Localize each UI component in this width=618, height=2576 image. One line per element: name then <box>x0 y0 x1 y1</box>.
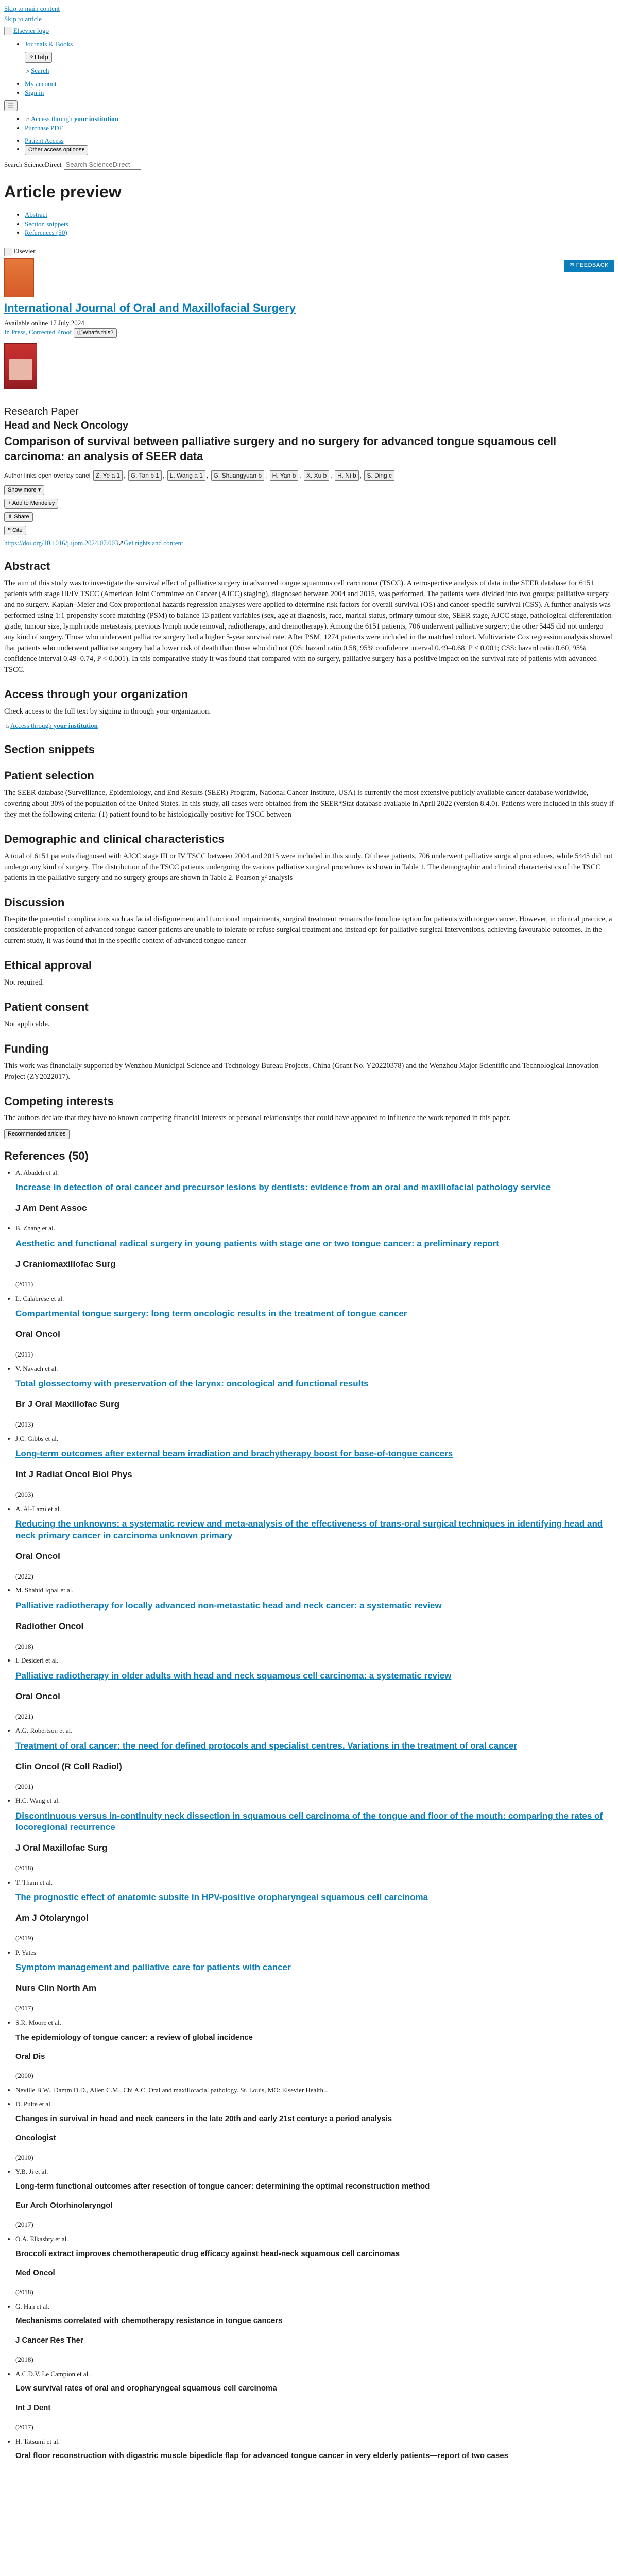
reference-item <box>15 2018 614 2080</box>
reference-title[interactable]: The prognostic effect of anatomic subsite in HPV-positive oropharyngeal squamous cell carcinoma <box>15 1892 428 1903</box>
whats-this-label: What's this? <box>82 329 114 336</box>
reference-year: (2000) <box>15 2072 33 2080</box>
account-nav <box>4 79 614 97</box>
snippet-heading: Ethical approval <box>4 959 92 972</box>
reference-authors: I. Desideri et al. <box>15 1656 59 1665</box>
recommended-row <box>4 1128 614 1139</box>
reference-journal: J Craniomaxillofac Surg <box>15 1259 116 1269</box>
access-org-link-row <box>4 721 614 731</box>
reference-journal: Oral Dis <box>15 2052 45 2061</box>
reference-item <box>15 1364 614 1429</box>
reference-year: (2018) <box>15 2288 33 2296</box>
snippet-text: Not applicable. <box>4 1020 50 1028</box>
header-logo-row <box>4 25 614 37</box>
snippet-heading: Patient consent <box>4 1001 89 1014</box>
outline-item-abstract <box>25 210 614 219</box>
reference-item <box>15 2086 614 2095</box>
purchase-pdf-link[interactable]: Purchase PDF <box>25 124 63 132</box>
snippet-text: The authors declare that they have no known competing financial interests or personal relationships that could have appeared to influence the work reported in this paper. <box>4 1114 511 1123</box>
patient-access-list <box>4 136 614 155</box>
reference-year: (2017) <box>15 2004 33 2012</box>
reference-item <box>15 1294 614 1359</box>
journal-title-link[interactable]: International Journal of Oral and Maxillofacial Surgery <box>4 301 296 314</box>
other-access-label: Other access options <box>28 147 82 154</box>
reference-item <box>15 1656 614 1721</box>
external-link-icon: ↗ <box>118 538 124 547</box>
reference-journal: Am J Otolaryngol <box>15 1913 89 1923</box>
reference-journal: Br J Oral Maxillofac Surg <box>15 1399 120 1410</box>
journal-cover-image[interactable] <box>4 343 37 389</box>
journal-logo-label: Elsevier <box>13 247 36 255</box>
abstract-heading: Abstract <box>4 560 50 573</box>
share-label: Share <box>14 513 29 520</box>
cite-row <box>4 524 614 535</box>
search-input[interactable] <box>64 160 141 170</box>
cite-label: Cite <box>12 527 23 533</box>
reference-authors: B. Zhang et al. <box>15 1224 55 1232</box>
reference-authors: A.C.D.V. Le Campion et al. <box>15 2369 90 2378</box>
reference-authors: S.R. Moore et al. <box>15 2018 61 2026</box>
reference-authors: M. Shahid Iqbal et al. <box>15 1586 74 1595</box>
info-icon: ⓘ <box>77 329 83 336</box>
cite-icon: ❝ <box>8 527 12 533</box>
reference-year: (2017) <box>15 2221 33 2229</box>
article-header <box>4 405 614 547</box>
reference-authors: Neville B.W., Damm D.D., Allen C.M., Chi A.C. Oral and maxillofacial pathology. St. Louis, MO: Elsevier Health... <box>15 2086 329 2094</box>
outline-abstract-link[interactable]: Abstract <box>25 210 48 218</box>
reference-authors: H.C. Wang et al. <box>15 1797 60 1805</box>
reference-title[interactable]: Palliative radiotherapy for locally advanced non-metastatic head and neck cancer: a systematic review <box>15 1600 442 1611</box>
purchase-pdf-item <box>25 124 614 133</box>
article-section: Head and Neck Oncology <box>4 419 129 431</box>
reference-authors: J.C. Gibbs et al. <box>15 1434 59 1443</box>
reference-journal: Int J Dent <box>15 2403 51 2412</box>
other-access-options-button[interactable] <box>25 145 88 155</box>
journal-logo-image <box>4 258 34 297</box>
mendeley-row <box>4 497 614 509</box>
menu-button[interactable] <box>4 100 18 112</box>
outline-references-link[interactable]: References (50) <box>25 229 67 237</box>
reference-year: (2011) <box>15 1350 33 1359</box>
reference-title[interactable]: Increase in detection of oral cancer and precursor lesions by dentists: evidence from an oral and maxillofacial pathology service <box>15 1182 551 1193</box>
nav-item-journals <box>25 40 614 49</box>
reference-title: Changes in survival in head and neck cancers in the late 20th and early 21st century: a period analysis <box>15 2114 392 2123</box>
reference-year: (2021) <box>15 1712 33 1720</box>
reference-title: The epidemiology of tongue cancer: a review of global incidence <box>15 2032 253 2042</box>
reference-item <box>15 1726 614 1791</box>
access-options <box>4 114 614 132</box>
reference-authors: D. Pulte et al. <box>15 2100 53 2108</box>
reference-year: (2013) <box>15 1420 33 1429</box>
access-institution-link[interactable] <box>31 115 118 123</box>
reference-item <box>15 1434 614 1499</box>
reference-item <box>15 1878 614 1943</box>
author-button[interactable]: X. Xu b <box>304 470 329 481</box>
skip-to-main-link[interactable]: Skip to main content <box>4 5 60 12</box>
reference-journal: Oral Oncol <box>15 1691 60 1701</box>
snippet-heading: Competing interests <box>4 1094 114 1108</box>
author-button[interactable]: G. Tan b 1 <box>128 470 162 481</box>
journal-logo-alt <box>4 247 614 256</box>
snippet-heading: Discussion <box>4 895 65 909</box>
author-button[interactable]: Z. Ye a 1 <box>93 470 123 481</box>
reference-authors: A.G. Robertson et al. <box>15 1726 73 1735</box>
available-online: Available online 17 July 2024 <box>4 319 84 327</box>
help-button[interactable] <box>25 52 52 63</box>
outline-item-references <box>25 228 614 238</box>
elsevier-logo[interactable] <box>4 27 12 35</box>
reference-year: (2019) <box>15 1934 33 1942</box>
reference-title[interactable]: Reducing the unknowns: a systematic review and meta-analysis of the effectiveness of trans-oral surgical techniques in identifying head and neck primary cancer in carcinoma unknown primary <box>15 1519 603 1540</box>
nav-item-signin <box>25 88 614 97</box>
access-strong: your institution <box>74 115 118 123</box>
reference-authors: P. Yates <box>15 1948 37 1956</box>
snippet-heading: Patient selection <box>4 769 94 783</box>
show-more-row <box>4 484 614 495</box>
reference-journal: Med Oncol <box>15 2268 55 2278</box>
references-list <box>4 1168 614 2461</box>
section-snippets-heading: Section snippets <box>4 742 95 756</box>
snippet-text: The SEER database (Surveillance, Epidemiology, and End Results (SEER) Program, National Cancer Institute, USA) is currently the most extensive publicly available cancer database worldwide, covering about 30% of the population of the United States. In this study, all cases were obtained from the SEER*Stat database available in April 2022 (version 8.4.0). Patients were included in this study if they met the following criteria: (1) patient found to be histologically positive for TSCC between <box>4 788 614 819</box>
elsevier-logo-link[interactable]: Elsevier logo <box>13 27 49 35</box>
reference-authors: A. Abadeh et al. <box>15 1168 59 1176</box>
snippet-heading: Funding <box>4 1042 49 1055</box>
abstract-text: The aim of this study was to investigate the survival effect of palliative surgery in advanced tongue squamous cell carcinoma (TSCC). A retrospective analysis of data in the SEER database for 6151 patients with stage III/IV TSCC (American Joint Committee on Cancer (AJCC) staging), diagnosed between 2004 and 2015, was performed. The patients were divided into two groups: palliative surgery and no surgery. Kaplan–Meier and Cox proportional hazards regression analyses were applied to determine risk factors for overall survival (OS) and cancer-specific survival (CSS). A further analysis was performed using 1:1 propensity score matching (PSM) to balance 13 patient variables (sex, age at diagnosis, race, marital status, primary tumour site, SEER stage, AJCC stage, pathological differentiation grade, tumour size, lymph node metastasis, previous lymph node removal, radiotherapy, and chemotherapy). Among the 6151 patients, 706 underwent palliative surgery; the other 5445 did not undergo any kind of surgery. Those who underwent palliative surgery had a higher 5-year survival rate. After PSM, 1274 patients were included in the matched cohort. Multivariate Cox regression analysis showed that patients who underwent palliative surgery had a lower risk of death than those who did not (OS: hazard ratio 0.58, 95% confidence interval 0.49–0.68, P < 0.001; CSS: hazard ratio 0.60, 95% confidence interval 0.49–0.74, P < 0.001). In this comparative study it was found that compared with no surgery, palliative surgery has a positive impact on the survival rate of patients with advanced TSCC. <box>4 579 613 674</box>
reference-item <box>15 1796 614 1872</box>
reference-year: (2022) <box>15 1572 33 1580</box>
reference-year: (2011) <box>15 1280 33 1288</box>
search-link[interactable]: Search <box>31 66 49 75</box>
rights-link[interactable]: Get rights and content <box>124 538 183 547</box>
article-preview-heading: Article preview <box>4 182 122 201</box>
reference-title[interactable]: Treatment of oral cancer: the need for defined protocols and specialist centres. Variations in the treatment of oral cancer <box>15 1740 517 1751</box>
other-access-item <box>25 145 614 155</box>
article-outline <box>4 210 614 238</box>
share-row <box>4 511 614 522</box>
reference-journal: J Oral Maxillofac Surg <box>15 1843 108 1853</box>
doi-row <box>4 538 614 548</box>
author-button[interactable]: H. Yan b <box>270 470 299 481</box>
reference-title[interactable]: Aesthetic and functional radical surgery in young patients with stage one or two tongue cancer: a preliminary report <box>15 1238 499 1248</box>
reference-title: Long-term functional outcomes after resection of tongue cancer: determining the optimal reconstruction method <box>15 2181 430 2191</box>
header-nav <box>4 40 614 49</box>
reference-title: Mechanisms correlated with chemotherapy resistance in tongue cancers <box>15 2316 283 2326</box>
snippet-text: A total of 6151 patients diagnosed with AJCC stage III or IV TSCC between 2004 and 2015 were included in this study. Of these patients, 706 underwent palliative surgical procedures, while 5445 did not undergo any kind of surgery. The distribution of the TSCC patients undergoing the various palliative surgical procedures is shown in Table 1. The demographic and clinical characteristics of the TSCC patients in the palliative surgery and no surgery groups are shown in Table 2. Pearson χ² analysis <box>4 852 613 882</box>
menu-button-wrap <box>4 100 614 112</box>
author-button[interactable]: G. Shuangyuan b <box>211 470 264 481</box>
author-button[interactable]: H. Ni b <box>335 470 359 481</box>
article-title: Comparison of survival between palliative surgery and no surgery for advanced tongue squamous cell carcinoma: an analysis of SEER data <box>4 434 557 463</box>
reference-journal: J Am Dent Assoc <box>15 1203 87 1213</box>
feedback-icon: ✉ <box>569 262 576 268</box>
reference-item <box>15 2302 614 2364</box>
reference-journal: Oral Oncol <box>15 1551 60 1561</box>
reference-item <box>15 2234 614 2297</box>
add-to-mendeley-label: Add to Mendeley <box>12 500 55 507</box>
reference-title[interactable]: Total glossectomy with preservation of the larynx: oncological and functional results <box>15 1379 369 1389</box>
reference-year: (2018) <box>15 1864 33 1872</box>
snippet-text: Despite the potential complications such as facial disfigurement and functional impairments, surgical treatment remains the frontline option for patients with tongue cancer. However, in clinical practice, a considerable proportion of advanced tongue cancer patients are unable to tolerate or refuse surgical treatment and instead opt for palliative surgical interventions, achieving favourable outcomes. In the current study, it was found that in the specific context of advanced tongue cancer <box>4 915 612 945</box>
institution-icon: ⌂ <box>5 723 9 730</box>
reference-title[interactable]: Long-term outcomes after external beam irradiation and brachytherapy boost for base-of-tongue cancers <box>15 1449 453 1459</box>
access-org-link[interactable] <box>10 722 98 730</box>
reference-journal: Oncologist <box>15 2133 56 2143</box>
show-more-label: Show more <box>8 487 37 494</box>
reference-year: (2003) <box>15 1490 33 1499</box>
reference-authors: O.A. Elkashty et al. <box>15 2235 68 2243</box>
reference-authors: L. Calabrese et al. <box>15 1294 64 1302</box>
reference-authors: Y.B. Ji et al. <box>15 2167 48 2176</box>
author-links-label: Author links open overlay panel <box>4 472 91 480</box>
references-heading: References (50) <box>4 1149 89 1163</box>
reference-title: Oral floor reconstruction with digastric muscle bipedicle flap for advanced tongue cancer in very elderly patients—report of two cases <box>15 2451 508 2461</box>
access-prefix: Access through <box>31 115 74 123</box>
reference-item <box>15 1586 614 1651</box>
access-org-prefix: Access through <box>10 721 54 730</box>
reference-journal: J Cancer Res Ther <box>15 2335 83 2345</box>
plus-icon: + <box>8 500 12 507</box>
show-more-button[interactable] <box>4 485 44 495</box>
cite-button[interactable] <box>4 526 26 535</box>
reference-title: Broccoli extract improves chemotherapeutic drug efficacy against head-neck squamous cell carcinomas <box>15 2249 400 2258</box>
reference-journal: Eur Arch Otorhinolaryngol <box>15 2201 113 2210</box>
reference-authors: G. Han et al. <box>15 2302 50 2310</box>
reference-title: Low survival rates of oral and oropharyngeal squamous cell carcinoma <box>15 2384 277 2393</box>
outline-item-snippets <box>25 219 614 229</box>
access-org-strong: your institution <box>53 721 98 730</box>
reference-item <box>15 2437 614 2461</box>
reference-journal: Clin Oncol (R Coll Radiol) <box>15 1761 122 1771</box>
help-icon: ? <box>29 55 33 61</box>
in-press-row <box>4 328 614 338</box>
nav-item-account <box>25 79 614 89</box>
institution-icon: ⌂ <box>26 116 30 123</box>
article-type: Research Paper <box>4 405 79 417</box>
reference-year: (2017) <box>15 2423 33 2431</box>
outline-snippets-link[interactable]: Section snippets <box>25 219 68 228</box>
reference-journal: Int J Radiat Oncol Biol Phys <box>15 1469 132 1480</box>
help-label: Help <box>35 53 48 61</box>
reference-journal: Oral Oncol <box>15 1329 60 1340</box>
reference-year: (2010) <box>15 2153 33 2161</box>
header-tools <box>25 52 614 76</box>
reference-authors: H. Tatsumi et al. <box>15 2437 60 2445</box>
journal-header <box>4 247 614 389</box>
reference-year: (2018) <box>15 2355 33 2364</box>
reference-title[interactable]: Compartmental tongue surgery: long term oncologic results in the treatment of tongue cancer <box>15 1309 407 1319</box>
reference-item <box>15 2099 614 2162</box>
reference-item <box>15 1948 614 2013</box>
access-institution-item <box>25 114 614 124</box>
reference-item <box>15 1224 614 1289</box>
reference-year: (2001) <box>15 1782 33 1790</box>
recommended-articles-button[interactable]: Recommended articles <box>4 1129 70 1139</box>
skip-to-article-link[interactable]: Skip to article <box>4 14 42 23</box>
snippet-heading: Demographic and clinical characteristics <box>4 832 225 845</box>
reference-year: (2018) <box>15 1642 33 1650</box>
access-org-note: Check access to the full text by signing in through your organization. <box>4 707 211 716</box>
chevron-down-icon: ▾ <box>81 147 84 154</box>
journals-books-link[interactable]: Journals & Books <box>25 40 73 48</box>
search-bar <box>4 159 614 171</box>
hamburger-menu-icon: ☰ <box>8 101 14 110</box>
reference-authors: V. Navach et al. <box>15 1364 58 1372</box>
reference-authors: T. Tham et al. <box>15 1878 53 1886</box>
doi-link[interactable]: https://doi.org/10.1016/j.ijom.2024.07.003 <box>4 538 118 547</box>
elsevier-journal-logo <box>4 248 12 256</box>
author-button[interactable]: S. Ding c <box>364 470 394 481</box>
reference-title[interactable]: Discontinuous versus in-continuity neck dissection in squamous cell carcinoma of the tongue and floor of the mouth: comparing the rates of locoregional recurrence <box>15 1811 603 1833</box>
reference-journal: Radiother Oncol <box>15 1621 84 1631</box>
reference-item <box>15 2369 614 2432</box>
author-button[interactable]: L. Wang a 1 <box>167 470 205 481</box>
share-button[interactable] <box>4 512 33 522</box>
whats-this-button[interactable] <box>74 328 117 338</box>
share-icon: ⇪ <box>8 513 14 520</box>
snippet-text: Not required. <box>4 978 44 987</box>
reference-item <box>15 1504 614 1581</box>
patient-access-link[interactable]: Patient Access <box>25 136 64 144</box>
add-to-mendeley-button[interactable] <box>4 499 58 509</box>
cover-artwork <box>9 359 32 380</box>
feedback-button[interactable] <box>564 260 614 272</box>
reference-item <box>15 2167 614 2229</box>
search-label: Search ScienceDirect <box>4 161 62 169</box>
my-account-link[interactable]: My account <box>25 79 57 88</box>
reference-title[interactable]: Symptom management and palliative care for patients with cancer <box>15 1962 291 1973</box>
reference-title[interactable]: Palliative radiotherapy in older adults with head and neck squamous cell carcinoma: a systematic review <box>15 1670 452 1681</box>
access-org-heading: Access through your organization <box>4 688 188 701</box>
search-icon: ⌕ <box>26 68 30 75</box>
in-press-link[interactable]: In Press, Corrected Proof <box>4 328 72 336</box>
reference-journal: Nurs Clin North Am <box>15 1983 97 1993</box>
feedback-label: FEEDBACK <box>576 262 609 268</box>
reference-item <box>15 1168 614 1215</box>
patient-access-item <box>25 136 614 145</box>
author-list: Author links open overlay panel Z. Ye a 1 , G. Tan b 1 , L. Wang a 1 , G. Shuangyuan b , H. Yan b , X. Xu b , H. Ni b , S. Ding c <box>4 470 614 481</box>
chevron-down-icon: ▾ <box>36 487 41 494</box>
snippet-text: This work was financially supported by Wenzhou Municipal Science and Technology Bureau Projects, China (Grant No. Y20220378) and the Wenzhou Major Scientific and Technological Innovation Project (ZY2022017). <box>4 1061 599 1081</box>
sign-in-link[interactable]: Sign in <box>25 89 44 97</box>
reference-authors: A. Al-Lami et al. <box>15 1504 61 1513</box>
